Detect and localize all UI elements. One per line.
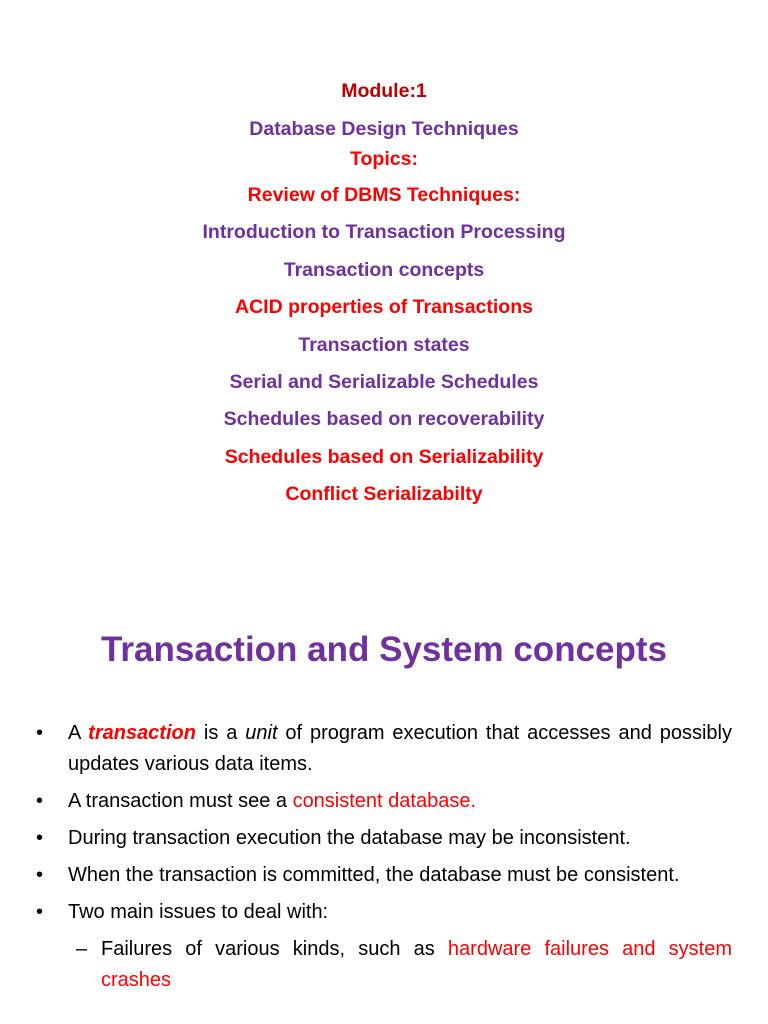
bullet-text: of program execution that accesses and possibly updates various data items. [68, 722, 732, 775]
bullet-text: Failures of various kinds, such as [101, 938, 448, 960]
module-heading: Module:1 [341, 80, 427, 102]
bullet-item [36, 786, 732, 817]
slide-title: Transaction and System concepts [100, 630, 667, 669]
bullet-dot-icon: • [36, 722, 44, 744]
topic-item: Conflict Serializabilty [285, 483, 483, 506]
bullet-text: is a [195, 722, 246, 744]
dash-icon: – [76, 938, 88, 960]
bullet-item [36, 897, 732, 928]
topics-block [0, 80, 768, 521]
topics-label: Topics: [350, 148, 418, 170]
bullet-text: A transaction must see a [68, 790, 293, 812]
topic-item: Schedules based on recoverability [223, 408, 545, 431]
bullet-dot-icon: • [36, 827, 44, 849]
topic-item: ACID properties of Transactions [235, 296, 533, 319]
bullet-text: When the transaction is committed, the database must be consistent. [68, 864, 680, 886]
bullet-item [36, 718, 732, 780]
slide-transaction-concepts [0, 600, 768, 1024]
bullet-item [36, 823, 732, 854]
bullet-dot-icon: • [36, 790, 44, 812]
sub-bullet-item [36, 934, 732, 996]
topic-item: Schedules based on Serializability [224, 445, 544, 468]
topic-item: Transaction states [298, 333, 470, 356]
bullet-text: Two main issues to deal with: [68, 901, 329, 923]
topic-item: Transaction concepts [283, 258, 485, 281]
module-subtitle: Database Design Techniques [249, 118, 519, 140]
bullet-item [36, 860, 732, 891]
bullet-text: During transaction execution the database may be inconsistent. [68, 827, 631, 849]
topic-item: Serial and Serializable Schedules [229, 370, 539, 393]
bullet-dot-icon: • [36, 864, 44, 886]
highlight-consistent-database: consistent database. [292, 790, 477, 812]
bullet-list [36, 718, 732, 1002]
term-unit: unit [245, 722, 278, 744]
highlight-hardware-failures: hardware failures and system crashes [101, 938, 732, 991]
topic-item: Introduction to Transaction Processing [202, 221, 566, 244]
term-transaction: transaction [88, 722, 196, 744]
bullet-text: A [68, 722, 89, 744]
bullet-dot-icon: • [36, 901, 44, 923]
topic-item: Review of DBMS Techniques: [247, 184, 521, 206]
